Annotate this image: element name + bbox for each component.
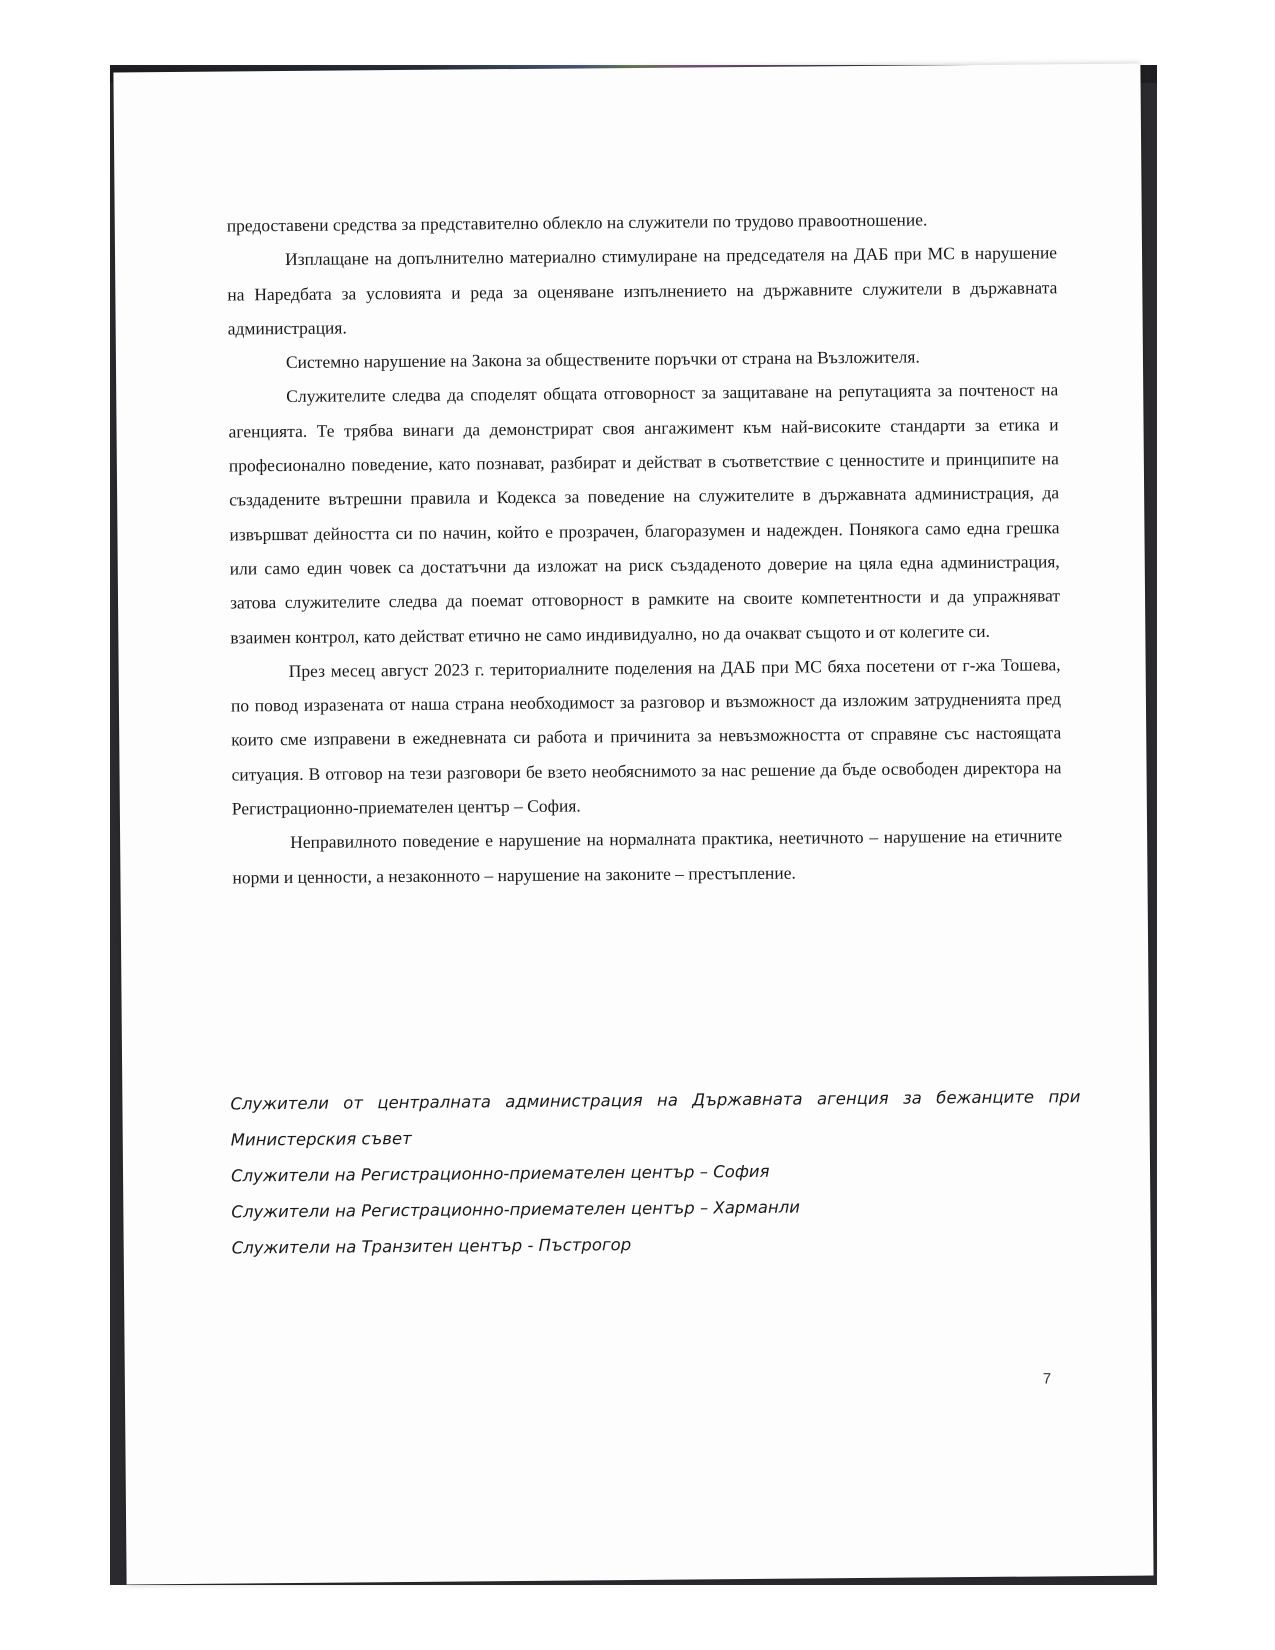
document-body	[227, 201, 1063, 894]
document-page	[113, 64, 1153, 1585]
paragraph-4: Служителите следва да споделят общата отговорност за защитаване на репутацията за почтеност на агенцията. Те трябва винаги да демонстрират своя ангажимент към най-високите стандарти за етика и професионално поведение, като познават, разбират и действат в съответствие с ценностите и принципите на създадените вътрешни правила и Кодекса за поведение на служителите в държавната администрация, да извършват дейността си по начин, който е прозрачен, благоразумен и надежден. Понякога само една грешка или само един човек са достатъчни да изложат на риск създаденото доверие на цяла една администрация, затова служителите следва да поемат отговорност в рамките на своите компетентности и да упражняват взаимен контрол, като действат етично не само индивидуално, но да очакват същото и от колегите си.	[228, 379, 1061, 648]
paragraph-2: Изплащане на допълнително материално стимулиране на председателя на ДАБ при МС в нарушение на Наредбата за условията и реда за оценяване изпълнението на държавните служители в държавната администрация.	[227, 242, 1058, 339]
signature-line-sofia: Служители на Регистрационно-приемателен център – София	[230, 1161, 770, 1186]
paragraph-6: Неправилното поведение е нарушение на нормалната практика, неетичното – нарушение на етичните норми и ценности, а незаконното – нарушение на законите – престъпление.	[232, 825, 1063, 888]
signature-line-harmanli: Служители на Регистрационно-приемателен център – Харманли	[231, 1197, 801, 1222]
signature-line-central: Служители от централната администрация на Държавната агенция за бежанците при Министерския съвет	[230, 1087, 1081, 1150]
paragraph-5: През месец август 2023 г. териториалните поделения на ДАБ при МС бяха посетени от г-жа Тошева, по повод изразената от наша страна необходимост за разговор и възможност да изложим затрудненията пред които сме изправени в ежедневната си работа и причинита за невъзможността от справяне със настоящата ситуация. В отговор на тези разговори бе взето необяснимото за нас решение да бъде освободен директора на Регистрационно-приемателен център – София.	[230, 654, 1062, 819]
signature-block	[230, 1079, 1082, 1266]
paragraph-3: Системно нарушение на Закона за обществените поръчки от страна на Възложителя.	[285, 346, 920, 373]
paragraph-1: предоставени средства за представително облекло на служители по трудово правоотношение.	[226, 209, 928, 236]
page-number: 7	[1042, 1370, 1052, 1388]
signature-line-pastrogor: Служители на Транзитен център - Пъстрогор	[231, 1235, 632, 1258]
